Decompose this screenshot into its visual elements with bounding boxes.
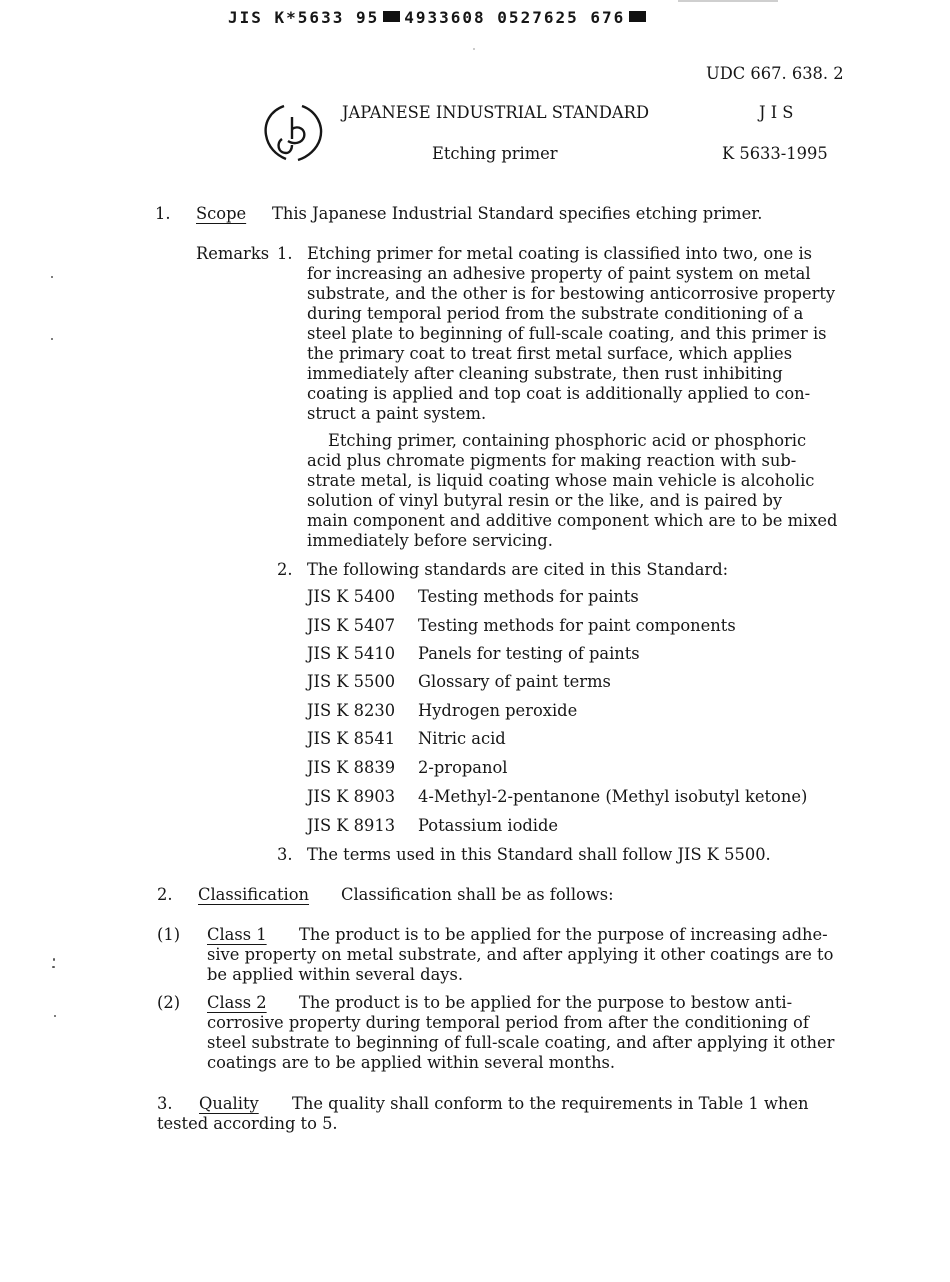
remark-1-line: struct a paint system. (307, 404, 487, 423)
remarks-label: Remarks (196, 244, 270, 263)
remark-1-line: steel plate to beginning of full-scale coating, and this primer is (307, 324, 827, 343)
remark-1-number: 1. (277, 244, 293, 263)
cited-standard-code: JIS K 8913 (307, 816, 396, 835)
cited-standard-code: JIS K 8230 (307, 701, 396, 720)
scan-artifact (678, 0, 778, 2)
cited-standard-title: Testing methods for paints (418, 587, 639, 606)
remark-1b-line: main component and additive component which are to be mixed (307, 511, 838, 530)
code-bar-mark (629, 11, 646, 22)
remark-1-line: coating is applied and top coat is additionally applied to con- (307, 384, 811, 403)
standard-title: JAPANESE INDUSTRIAL STANDARD (342, 103, 649, 122)
scan-speck (473, 48, 475, 50)
remark-3-number: 3. (277, 845, 293, 864)
section-1-text: This Japanese Industrial Standard specifies etching primer. (272, 204, 763, 223)
remark-1-line: during temporal period from the substrate conditioning of a (307, 304, 804, 323)
class-1-number: (1) (157, 925, 181, 944)
remark-1b-line: Etching primer, containing phosphoric acid or phosphoric (328, 431, 807, 450)
section-2-text: Classification shall be as follows: (341, 885, 614, 904)
class-2-line: steel substrate to beginning of full-scale coating, and after applying it other (207, 1033, 835, 1052)
section-1-number: 1. (155, 204, 171, 223)
document-title: Etching primer (432, 144, 558, 163)
jis-logo-icon (262, 103, 326, 165)
cited-standard-title: 4-Methyl-2-pentanone (Methyl isobutyl ketone) (418, 787, 808, 806)
cited-standard-title: Potassium iodide (418, 816, 559, 835)
class-2-line: coatings are to be applied within several months. (207, 1053, 616, 1072)
class-1-line: sive property on metal substrate, and after applying it other coatings are to (207, 945, 834, 964)
remark-1-line: for increasing an adhesive property of paint system on metal (307, 264, 811, 283)
section-1-heading: Scope (196, 204, 247, 223)
code-bar-mark (383, 11, 400, 22)
section-3-second-line: tested according to 5. (157, 1114, 338, 1133)
cited-standard-title: Hydrogen peroxide (418, 701, 578, 720)
cited-standard-code: JIS K 8903 (307, 787, 396, 806)
class-1-line: be applied within several days. (207, 965, 464, 984)
section-2-number: 2. (157, 885, 173, 904)
remark-1b-paragraph (307, 431, 847, 551)
document-code-part2: 4933608 0527625 676 (404, 8, 626, 27)
class-2-description (207, 1013, 847, 1073)
class-1-label: Class 1 (207, 925, 267, 944)
document-code-line (228, 8, 650, 27)
remark-1-line: substrate, and the other is for bestowing anticorrosive property (307, 284, 836, 303)
remark-2-text: The following standards are cited in this Standard: (307, 560, 729, 579)
scan-speck (51, 338, 53, 340)
scan-speck (53, 958, 55, 961)
remark-2-number: 2. (277, 560, 293, 579)
cited-standard-code: JIS K 5400 (307, 587, 396, 606)
section-3-first-line: The quality shall conform to the requirements in Table 1 when (292, 1094, 809, 1113)
document-number: K 5633-1995 (722, 144, 828, 163)
class-2-line: corrosive property during temporal period from after the conditioning of (207, 1013, 809, 1032)
class-1-first-line: The product is to be applied for the purpose of increasing adhe- (299, 925, 828, 944)
remark-1b-line: immediately before servicing. (307, 531, 553, 550)
cited-standard-code: JIS K 5410 (307, 644, 396, 663)
cited-standard-title: Glossary of paint terms (418, 672, 611, 691)
remark-1b-line: acid plus chromate pigments for making reaction with sub- (307, 451, 797, 470)
remark-1-line: the primary coat to treat first metal surface, which applies (307, 344, 793, 363)
class-2-number: (2) (157, 993, 181, 1012)
cited-standard-title: Panels for testing of paints (418, 644, 640, 663)
scan-speck (52, 966, 55, 968)
scan-speck (54, 1015, 56, 1017)
remark-1-line: Etching primer for metal coating is classified into two, one is (307, 244, 813, 263)
remark-1-line: immediately after cleaning substrate, then rust inhibiting (307, 364, 783, 383)
cited-standard-title: Nitric acid (418, 729, 506, 748)
scan-speck (51, 276, 53, 278)
cited-standard-code: JIS K 8541 (307, 729, 396, 748)
section-3-number: 3. (157, 1094, 173, 1113)
section-3-heading: Quality (199, 1094, 259, 1113)
udc-number: UDC 667. 638. 2 (706, 64, 844, 83)
class-1-description (207, 945, 847, 985)
jis-label: J I S (759, 103, 794, 122)
cited-standard-code: JIS K 5407 (307, 616, 396, 635)
section-2-heading: Classification (198, 885, 310, 904)
remark-3-text: The terms used in this Standard shall follow JIS K 5500. (307, 845, 771, 864)
cited-standard-title: 2-propanol (418, 758, 508, 777)
remark-1b-line: strate metal, is liquid coating whose main vehicle is alcoholic (307, 471, 815, 490)
remark-1-paragraph (307, 244, 847, 424)
cited-standard-code: JIS K 8839 (307, 758, 396, 777)
cited-standard-title: Testing methods for paint components (418, 616, 736, 635)
remark-1b-line: solution of vinyl butyral resin or the like, and is paired by (307, 491, 783, 510)
class-2-label: Class 2 (207, 993, 267, 1012)
class-2-first-line: The product is to be applied for the purpose to bestow anti- (299, 993, 793, 1012)
cited-standard-code: JIS K 5500 (307, 672, 396, 691)
document-code-part1: JIS K*5633 95 (228, 8, 380, 27)
